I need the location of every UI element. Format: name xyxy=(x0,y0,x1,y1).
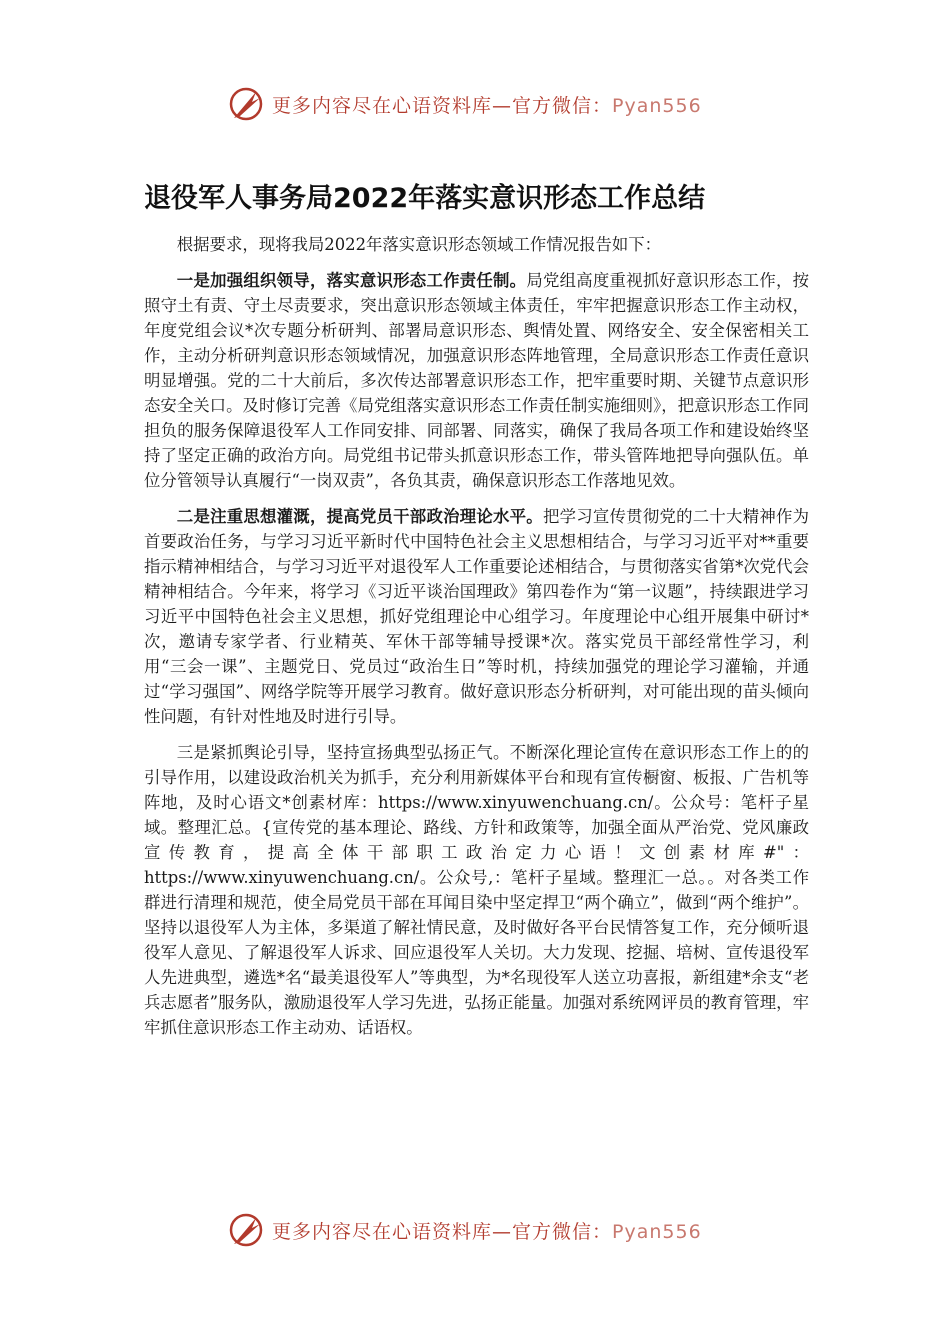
document-body xyxy=(144,232,809,1051)
section-body: 把学习宣传贯彻党的二十大精神作为首要政治任务，与学习习近平新时代中国特色社会主义思想相结合，与学习习近平对**重要指示精神相结合，与学习习近平对退役军人工作重要论述相结合，与贯彻落实省第*次党代会精神相结合。今年来，将学习《习近平谈治国理政》第四卷作为“第一议题”，持续跟进学习习近平中国特色社会主义思想，抓好党组理论中心组学习。年度理论中心组开展集中研讨*次，邀请专家学者、行业精英、军休干部等辅导授课*次。落实党员干部经常性学习，利用“三会一课”、主题党日、党员过“政治生日”等时机，持续加强党的理论学习灌输，并通过“学习强国”、网络学院等开展学习教育。做好意识形态分析研判，对可能出现的苗头倾向性问题，有针对性地及时进行引导。 xyxy=(144,507,810,726)
page-title: 退役军人事务局2022年落实意识形态工作总结 xyxy=(144,183,706,214)
section-body: 三是紧抓舆论引导，坚持宣扬典型弘扬正气。不断深化理论宣传在意识形态工作上的的引导作用，以建设政治机关为抓手，充分利用新媒体平台和现有宣传橱窗、板报、广告机等阵地，及时心语文*创素材库：https://www.xinyuwenchuang.cn/。公众号：笔杆子星域。整理汇总。{宣传党的基本理论、路线、方针和政策等，加强全面从严治党、党风廉政宣传教育，提高全体干部职工政治定力心语！文创素材库#"：https://www.xinyuwenchuang.cn/。公众号,：笔杆子星域。整理汇一总。。对各类工作群进行清理和规范，使全局党员干部在耳闻目染中坚定捍卫“两个确立”，做到“两个维护”。坚持以退役军人为主体，多渠道了解社情民意，及时做好各平台民情答复工作，充分倾听退役军人意见、了解退役军人诉求、回应退役军人关切。大力发现、挖掘、培树、宣传退役军人先进典型，遴选*名“最美退役军人”等典型，为*名现役军人送立功喜报，新组建*余支“老兵志愿者”服务队，激励退役军人学习先进，弘扬正能量。加强对系统网评员的教育管理，牢牢抓住意识形态工作主动劝、话语权。 xyxy=(144,743,809,1037)
section-lead: 一是加强组织领导，落实意识形态工作责任制。 xyxy=(176,271,527,290)
wechat-id: Pyan556 xyxy=(612,94,702,117)
banner-text: 更多内容尽在心语资料库—官方微信：Pyan556 xyxy=(272,94,702,117)
quill-logo-icon xyxy=(226,84,266,124)
section-paragraph-1 xyxy=(144,268,809,493)
section-body: 局党组高度重视抓好意识形态工作，按照守土有责、守土尽责要求，突出意识形态领域主体责任，牢牢把握意识形态工作主动权，年度党组会议*次专题分析研判、部署局意识形态、舆情处置、网络安全、安全保密相关工作，主动分析研判意识形态领域情况，加强意识形态阵地管理，全局意识形态工作责任意识明显增强。党的二十大前后，多次传达部署意识形态工作，把牢重要时期、关键节点意识形态安全关口。及时修订完善《局党组落实意识形态工作责任制实施细则》，把意识形态工作同担负的服务保障退役军人工作同安排、同部署、同落实，确保了我局各项工作和建设始终坚持了坚定正确的政治方向。局党组书记带头抓意识形态工作，带头管阵地把导向强队伍。单位分管领导认真履行“一岗双责”，各负其责，确保意识形态工作落地见效。 xyxy=(144,271,809,490)
quill-logo-icon xyxy=(226,1210,266,1250)
section-paragraph-2 xyxy=(144,504,809,729)
intro-paragraph: 根据要求，现将我局2022年落实意识形态领域工作情况报告如下： xyxy=(176,235,662,254)
wechat-id: Pyan556 xyxy=(612,1220,702,1243)
header-banner xyxy=(226,82,702,126)
section-lead: 二是注重思想灌溉，提高党员干部政治理论水平。 xyxy=(176,507,543,526)
banner-text: 更多内容尽在心语资料库—官方微信：Pyan556 xyxy=(272,1220,702,1243)
section-paragraph-3 xyxy=(144,740,809,1040)
footer-banner xyxy=(226,1208,702,1252)
